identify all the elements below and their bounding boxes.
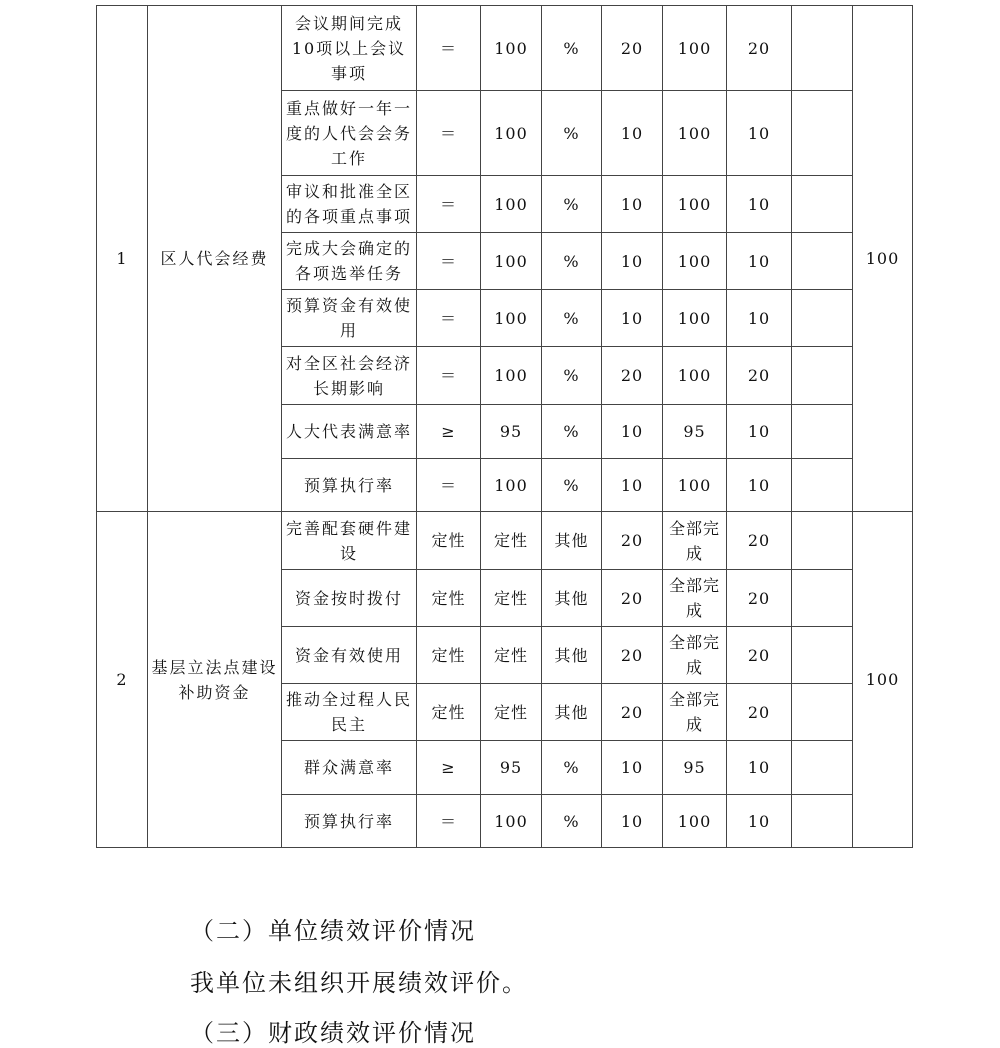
operator: ＝: [417, 290, 481, 347]
unit: %: [542, 176, 602, 233]
unit: %: [542, 233, 602, 290]
weight: 20: [602, 512, 663, 570]
unit: %: [542, 405, 602, 459]
remark: [792, 176, 853, 233]
actual-value: 100: [663, 91, 727, 176]
target-value: 95: [481, 741, 542, 795]
unit: 其他: [542, 570, 602, 627]
indicator-name: 对全区社会经济长期影响: [282, 347, 417, 405]
indicator-name: 预算执行率: [282, 795, 417, 848]
score: 10: [727, 741, 792, 795]
weight: 20: [602, 347, 663, 405]
actual-value: 全部完成: [663, 627, 727, 684]
score: 10: [727, 405, 792, 459]
weight: 20: [602, 570, 663, 627]
remark: [792, 795, 853, 848]
target-value: 定性: [481, 512, 542, 570]
operator: ＝: [417, 347, 481, 405]
project-name: 基层立法点建设补助资金: [148, 512, 282, 848]
weight: 10: [602, 290, 663, 347]
actual-value: 100: [663, 459, 727, 512]
remark: [792, 459, 853, 512]
weight: 10: [602, 233, 663, 290]
unit: %: [542, 459, 602, 512]
unit: 其他: [542, 512, 602, 570]
table-row: [97, 512, 913, 570]
indicator-name: 资金按时拨付: [282, 570, 417, 627]
operator: 定性: [417, 627, 481, 684]
actual-value: 95: [663, 741, 727, 795]
score: 10: [727, 795, 792, 848]
target-value: 定性: [481, 684, 542, 741]
operator: ＝: [417, 6, 481, 91]
operator: ＝: [417, 233, 481, 290]
target-value: 100: [481, 176, 542, 233]
score: 20: [727, 570, 792, 627]
actual-value: 100: [663, 6, 727, 91]
table-body: [97, 6, 913, 848]
indicator-name: 审议和批准全区的各项重点事项: [282, 176, 417, 233]
unit: %: [542, 741, 602, 795]
operator: ≥: [417, 405, 481, 459]
indicator-name: 预算执行率: [282, 459, 417, 512]
indicator-name: 完善配套硬件建设: [282, 512, 417, 570]
target-value: 100: [481, 6, 542, 91]
operator: ＝: [417, 176, 481, 233]
project-name: 区人代会经费: [148, 6, 282, 512]
indicator-name: 重点做好一年一度的人代会会务工作: [282, 91, 417, 176]
remark: [792, 290, 853, 347]
score: 10: [727, 91, 792, 176]
score: 10: [727, 233, 792, 290]
remark: [792, 512, 853, 570]
indicator-name: 群众满意率: [282, 741, 417, 795]
performance-table: [96, 5, 913, 848]
project-number: 2: [97, 512, 148, 848]
target-value: 100: [481, 795, 542, 848]
actual-value: 100: [663, 176, 727, 233]
section-heading-finance-evaluation: （三）财政绩效评价情况: [190, 1019, 476, 1047]
actual-value: 100: [663, 795, 727, 848]
operator: 定性: [417, 512, 481, 570]
unit: %: [542, 91, 602, 176]
weight: 10: [602, 741, 663, 795]
weight: 20: [602, 627, 663, 684]
unit: %: [542, 795, 602, 848]
target-value: 定性: [481, 627, 542, 684]
score: 20: [727, 512, 792, 570]
indicator-name: 会议期间完成10项以上会议事项: [282, 6, 417, 91]
score: 20: [727, 627, 792, 684]
indicator-name: 资金有效使用: [282, 627, 417, 684]
unit: %: [542, 347, 602, 405]
actual-value: 全部完成: [663, 684, 727, 741]
actual-value: 100: [663, 347, 727, 405]
operator: ≥: [417, 741, 481, 795]
remark: [792, 6, 853, 91]
score: 10: [727, 290, 792, 347]
operator: ＝: [417, 91, 481, 176]
target-value: 100: [481, 459, 542, 512]
indicator-name: 完成大会确定的各项选举任务: [282, 233, 417, 290]
target-value: 100: [481, 290, 542, 347]
score: 10: [727, 459, 792, 512]
project-score: 100: [853, 512, 913, 848]
table-row: [97, 6, 913, 91]
actual-value: 100: [663, 290, 727, 347]
weight: 10: [602, 405, 663, 459]
section-paragraph: 我单位未组织开展绩效评价。: [190, 969, 528, 997]
project-score: 100: [853, 6, 913, 512]
actual-value: 全部完成: [663, 512, 727, 570]
score: 20: [727, 347, 792, 405]
unit: 其他: [542, 684, 602, 741]
remark: [792, 627, 853, 684]
operator: ＝: [417, 459, 481, 512]
remark: [792, 91, 853, 176]
remark: [792, 570, 853, 627]
indicator-name: 预算资金有效使用: [282, 290, 417, 347]
target-value: 100: [481, 347, 542, 405]
target-value: 95: [481, 405, 542, 459]
actual-value: 100: [663, 233, 727, 290]
unit: %: [542, 6, 602, 91]
unit: %: [542, 290, 602, 347]
indicator-name: 推动全过程人民民主: [282, 684, 417, 741]
target-value: 100: [481, 233, 542, 290]
remark: [792, 233, 853, 290]
remark: [792, 684, 853, 741]
weight: 10: [602, 176, 663, 233]
actual-value: 全部完成: [663, 570, 727, 627]
indicator-name: 人大代表满意率: [282, 405, 417, 459]
remark: [792, 741, 853, 795]
score: 20: [727, 684, 792, 741]
score: 10: [727, 176, 792, 233]
weight: 10: [602, 795, 663, 848]
operator: ＝: [417, 795, 481, 848]
unit: 其他: [542, 627, 602, 684]
score: 20: [727, 6, 792, 91]
operator: 定性: [417, 570, 481, 627]
target-value: 100: [481, 91, 542, 176]
weight: 20: [602, 6, 663, 91]
remark: [792, 347, 853, 405]
actual-value: 95: [663, 405, 727, 459]
weight: 10: [602, 459, 663, 512]
weight: 20: [602, 684, 663, 741]
operator: 定性: [417, 684, 481, 741]
project-number: 1: [97, 6, 148, 512]
weight: 10: [602, 91, 663, 176]
section-heading-unit-evaluation: （二）单位绩效评价情况: [190, 917, 476, 945]
target-value: 定性: [481, 570, 542, 627]
remark: [792, 405, 853, 459]
